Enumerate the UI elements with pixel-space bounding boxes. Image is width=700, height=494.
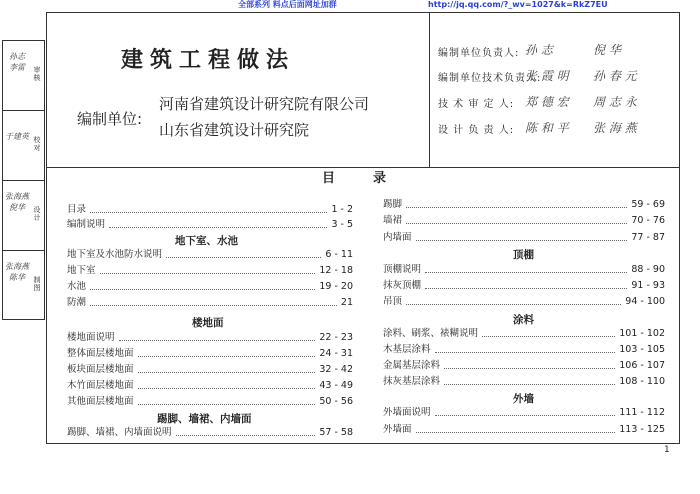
toc-entry[interactable]: [67, 363, 353, 377]
entry-name: 涂料、刷浆、裱糊说明: [383, 328, 479, 339]
leader-dots: [138, 363, 316, 373]
signature: 孙 志: [525, 43, 553, 57]
leader-dots: [425, 279, 627, 289]
leader-dots: [138, 379, 316, 389]
toc-entry[interactable]: [383, 375, 665, 389]
toc-entry[interactable]: [67, 264, 353, 278]
responsible-role: 技 术 审 定 人:: [438, 99, 515, 110]
section-heading: 外墙: [513, 393, 534, 405]
entry-pages: 19 - 20: [319, 281, 353, 292]
strip-row: [3, 181, 44, 251]
signature: 陈 和 平: [525, 121, 569, 135]
entry-pages: 22 - 23: [319, 332, 353, 343]
leader-dots: [176, 426, 316, 436]
entry-pages: 111 - 112: [619, 407, 665, 418]
banner-left: 全部系列 料点后面网址加群: [238, 0, 337, 9]
leader-dots: [90, 280, 315, 290]
responsible-role: 编制单位负责人:: [438, 48, 520, 59]
toc-entry[interactable]: [67, 347, 353, 361]
entry-name: 目录: [67, 204, 87, 215]
section-heading: 楼地面: [192, 317, 224, 329]
entry-pages: 106 - 107: [619, 360, 665, 371]
entry-pages: 70 - 76: [631, 215, 665, 226]
entry-pages: 6 - 11: [325, 249, 353, 260]
toc-entry[interactable]: [67, 203, 353, 217]
toc-entry[interactable]: [383, 295, 665, 309]
toc-entry[interactable]: [383, 198, 665, 212]
entry-name: 水池: [67, 281, 87, 292]
strip-label: 校对: [33, 136, 41, 152]
entry-pages: 77 - 87: [631, 232, 665, 243]
leader-dots: [444, 359, 615, 369]
entry-pages: 113 - 125: [619, 424, 665, 435]
leader-dots: [138, 347, 316, 357]
compiler-label: 编制单位:: [77, 110, 143, 128]
entry-name: 其他面层楼地面: [67, 396, 134, 407]
leader-dots: [425, 263, 627, 273]
entry-name: 抹灰顶棚: [383, 280, 422, 291]
toc-entry[interactable]: [383, 359, 665, 373]
toc-entry[interactable]: [67, 395, 353, 409]
leader-dots: [435, 406, 616, 416]
section-heading: 顶棚: [513, 249, 534, 261]
entry-name: 木基层涂料: [383, 344, 431, 355]
leader-dots: [100, 264, 316, 274]
leader-dots: [109, 218, 327, 228]
entry-name: 外墙面说明: [383, 407, 431, 418]
entry-pages: 59 - 69: [631, 199, 665, 210]
leader-dots: [406, 295, 621, 305]
entry-pages: 12 - 18: [319, 265, 353, 276]
entry-name: 抹灰基层涂料: [383, 376, 441, 387]
leader-dots: [406, 214, 627, 224]
entry-name: 踢脚、墙裙、内墙面说明: [67, 427, 172, 438]
strip-row: [3, 111, 44, 181]
entry-pages: 21: [340, 297, 353, 308]
leader-dots: [416, 423, 616, 433]
strip-label: 审核: [33, 66, 41, 82]
section-heading: 踢脚、墙裙、内墙面: [157, 413, 252, 425]
entry-pages: 101 - 102: [619, 328, 665, 339]
entry-name: 外墙面: [383, 424, 412, 435]
entry-name: 吊顶: [383, 296, 403, 307]
signature: 周 志 永: [593, 95, 637, 109]
entry-pages: 91 - 93: [631, 280, 665, 291]
signature: 孙 春 元: [593, 69, 637, 83]
toc-entry[interactable]: [67, 218, 353, 232]
strip-signature: 张海燕 倪华: [5, 192, 29, 212]
entry-name: 金属基层涂料: [383, 360, 441, 371]
compiler-unit-1: 河南省建筑设计研究院有限公司: [159, 95, 370, 113]
signature: 张 海 燕: [593, 121, 637, 135]
toc-entry[interactable]: [67, 379, 353, 393]
signature: 郑 德 宏: [525, 95, 569, 109]
strip-signature: 孙志 李雷: [9, 52, 25, 72]
entry-pages: 43 - 49: [319, 380, 353, 391]
leader-dots: [90, 296, 337, 306]
entry-pages: 24 - 31: [319, 348, 353, 359]
header-column-divider: [429, 13, 430, 167]
signature: 张 霞 明: [525, 69, 569, 83]
leader-dots: [138, 395, 316, 405]
leader-dots: [90, 203, 327, 213]
leader-dots: [166, 248, 321, 258]
toc-entry[interactable]: [67, 426, 353, 440]
strip-row: [3, 41, 44, 111]
strip-label: 设计: [33, 206, 41, 222]
strip-signature: 于建英: [5, 132, 29, 141]
toc-entry[interactable]: [383, 423, 665, 437]
responsible-role: 编制单位技术负责人:: [438, 73, 542, 84]
entry-pages: 32 - 42: [319, 364, 353, 375]
toc-entry[interactable]: [67, 331, 353, 345]
banner-link[interactable]: http://jq.qq.com/?_wv=1027&k=RkZ7EU: [428, 0, 608, 9]
toc-entry[interactable]: [383, 327, 665, 341]
strip-label: 制图: [33, 276, 41, 292]
entry-name: 内墙面: [383, 232, 412, 243]
leader-dots: [119, 331, 316, 341]
entry-pages: 108 - 110: [619, 376, 665, 387]
entry-name: 墙裙: [383, 215, 403, 226]
entry-name: 地下室及水池防水说明: [67, 249, 163, 260]
entry-name: 防潮: [67, 297, 87, 308]
entry-name: 顶棚说明: [383, 264, 422, 275]
approval-strip: [2, 40, 45, 320]
strip-row: [3, 251, 44, 321]
entry-name: 编制说明: [67, 219, 106, 230]
section-heading: 涂料: [513, 314, 534, 326]
entry-pages: 3 - 5: [331, 219, 353, 230]
responsible-role: 设 计 负 责 人:: [438, 125, 515, 136]
leader-dots: [416, 231, 628, 241]
entry-name: 踢脚: [383, 199, 403, 210]
toc-entry[interactable]: [383, 279, 665, 293]
document-title: 建筑工程做法: [121, 48, 296, 73]
drawing-sheet: [46, 12, 680, 444]
signature: 倪 华: [593, 43, 621, 57]
entry-pages: 57 - 58: [319, 427, 353, 438]
entry-pages: 50 - 56: [319, 396, 353, 407]
leader-dots: [435, 343, 616, 353]
page-number: 1: [664, 445, 670, 455]
entry-pages: 103 - 105: [619, 344, 665, 355]
entry-name: 整体面层楼地面: [67, 348, 134, 359]
toc-entry[interactable]: [67, 248, 353, 262]
entry-name: 板块面层楼地面: [67, 364, 134, 375]
toc-entry[interactable]: [67, 296, 353, 310]
toc-entry[interactable]: [383, 406, 665, 420]
leader-dots: [406, 198, 627, 208]
toc-title: 目录: [322, 171, 425, 186]
entry-pages: 94 - 100: [625, 296, 665, 307]
toc-entry[interactable]: [67, 280, 353, 294]
entry-pages: 88 - 90: [631, 264, 665, 275]
entry-name: 地下室: [67, 265, 96, 276]
leader-dots: [444, 375, 615, 385]
entry-name: 木竹面层楼地面: [67, 380, 134, 391]
toc-entry[interactable]: [383, 263, 665, 277]
toc-entry[interactable]: [383, 231, 665, 245]
toc-entry[interactable]: [383, 214, 665, 228]
leader-dots: [482, 327, 615, 337]
entry-name: 楼地面说明: [67, 332, 115, 343]
strip-signature: 张海燕 陈华: [5, 262, 29, 282]
toc-entry[interactable]: [383, 343, 665, 357]
compiler-unit-2: 山东省建筑设计研究院: [159, 121, 310, 139]
section-heading: 地下室、水池: [175, 235, 238, 247]
entry-pages: 1 - 2: [331, 204, 353, 215]
